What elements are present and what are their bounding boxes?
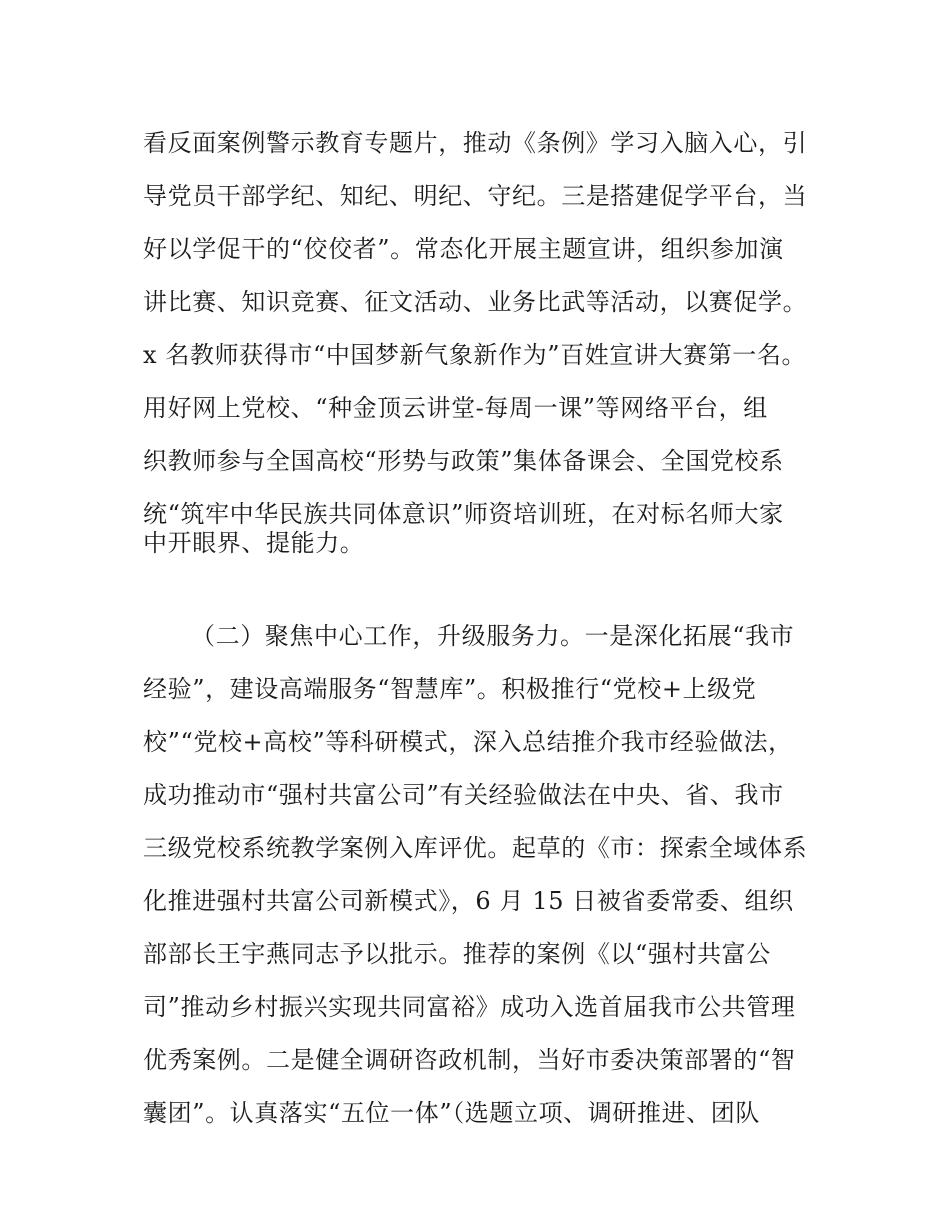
paragraph-first-line: （二）聚焦中心工作，升级服务力。一是深化拓展“我市: [191, 622, 795, 650]
text-line: 化推进强村共富公司新模式》，6 月 15 日被省委常委、组织: [143, 887, 794, 915]
text-line: 好以学促干的“佼佼者”。常态化开展主题宣讲，组织参加演: [143, 235, 784, 263]
text-line: x 名教师获得市“中国梦新气象新作为”百姓宣讲大赛第一名。: [143, 341, 807, 369]
text-line: 讲比赛、知识竞赛、征文活动、业务比武等活动，以赛促学。: [143, 288, 808, 316]
text-line: 中开眼界、提能力。: [143, 529, 365, 557]
text-line: 成功推动市“强村共富公司”有关经验做法在中央、省、我市: [143, 781, 784, 809]
text-line: 导党员干部学纪、知纪、明纪、守纪。三是搭建促学平台，当: [143, 182, 808, 210]
text-line: 部部长王宇燕同志予以批示。推荐的案例《以“强村共富公: [143, 940, 771, 968]
text-line: 囊团”。认真落实“五位一体”（选题立项、调研推进、团队: [143, 1099, 761, 1127]
text-line: 经验”，建设高端服务“智慧库”。积极推行“党校+上级党: [143, 675, 757, 703]
text-line: 优秀案例。二是健全调研咨政机制，当好市委决策部署的“智: [143, 1046, 796, 1074]
text-line: 校”“党校+高校”等科研模式，深入总结推介我市经验做法，: [143, 728, 793, 756]
text-line: 织教师参与全国高校“形势与政策”集体备课会、全国党校系: [143, 447, 784, 475]
text-line: 司”推动乡村振兴实现共同富裕》成功入选首届我市公共管理: [143, 993, 796, 1021]
text-line: 三级党校系统教学案例入库评优。起草的《市：探索全域体系: [143, 834, 808, 862]
text-line: 看反面案例警示教育专题片，推动《条例》学习入脑入心，引: [143, 129, 808, 157]
text-line: 统“筑牢中华民族共同体意识”师资培训班，在对标名师大家: [143, 500, 784, 528]
text-line: 用好网上党校、“种金顶云讲堂-每周一课”等网络平台，组: [143, 394, 768, 422]
